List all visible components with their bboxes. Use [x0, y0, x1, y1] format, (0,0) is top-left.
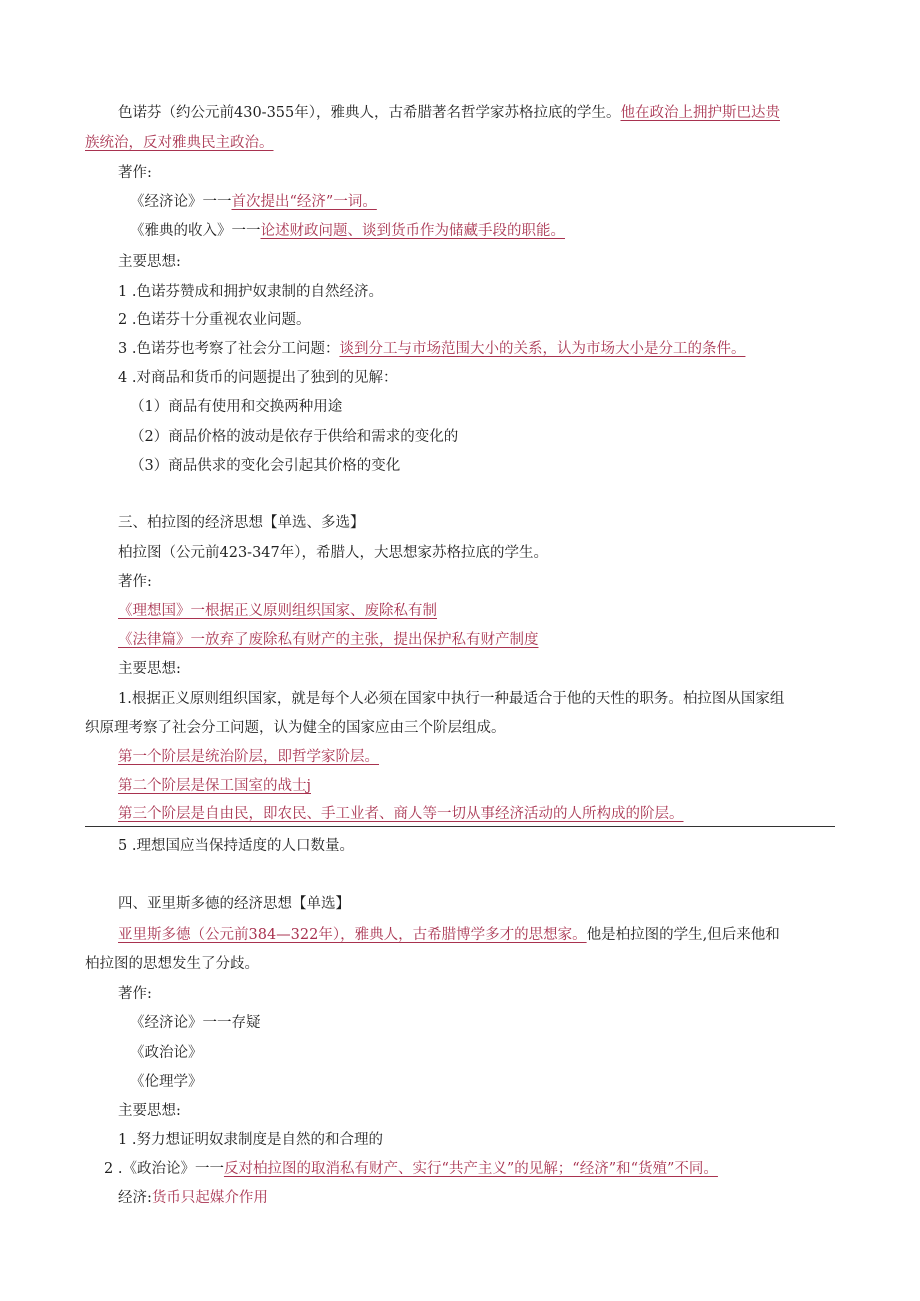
thought-item: 1.根据正义原则组织国家，就是每个人必须在国家中执行一种最适合于他的天性的职务。柏拉图从国家组 — [118, 691, 785, 707]
paragraph-xenophon-intro-cont: 族统治，反对雅典民主政治。 — [85, 135, 274, 151]
thoughts-label: 主要思想: — [118, 1103, 181, 1119]
work-item: 《理想国》一根据正义原则组织国家、废除私有制 — [118, 603, 437, 619]
thought-item: 5 .理想国应当保持适度的人口数量。 — [118, 838, 354, 854]
works-label: 著作: — [118, 986, 152, 1002]
class-item: 第三个阶层是自由民，即农民、手工业者、商人等一切从事经济活动的人所构成的阶层。 — [118, 806, 684, 822]
thought-item: 3 .色诺芬也考察了社会分工问题：谈到分工与市场范围大小的关系，认为市场大小是分工的条件。 — [118, 341, 746, 357]
work-item: 《政治论》 — [130, 1045, 203, 1061]
horizontal-divider — [85, 826, 835, 827]
work-item: 《雅典的收入》一一论述财政问题、谈到货币作为储藏手段的职能。 — [130, 223, 565, 239]
work-item: 《经济论》一一首次提出“经济”一词。 — [130, 194, 377, 210]
thought-item: 2 .《政治论》一一反对柏拉图的取消私有财产、实行“共产主义”的见解；“经济”和“货殖”不同。 — [104, 1161, 718, 1177]
thought-item: 1 .色诺芬赞成和拥护奴隶制的自然经济。 — [118, 284, 383, 300]
economy-item: 经济:货币只起媒介作用 — [118, 1190, 268, 1206]
paragraph-aristotle-intro: 亚里斯多德（公元前384—322年），雅典人，古希腊博学多才的思想家。他是柏拉图的学生,但后来他和 — [118, 927, 780, 943]
thoughts-label: 主要思想: — [118, 254, 181, 270]
works-label: 著作: — [118, 574, 152, 590]
thoughts-label: 主要思想: — [118, 661, 181, 677]
work-item: 《伦理学》 — [130, 1074, 203, 1090]
thought-item: 2 .色诺芬十分重视农业问题。 — [118, 312, 311, 328]
paragraph-xenophon-intro: 色诺芬（约公元前430-355年），雅典人，古希腊著名哲学家苏格拉底的学生。他在政治上拥护斯巴达贵 — [118, 105, 780, 121]
paragraph-aristotle-intro-cont: 柏拉图的思想发生了分歧。 — [85, 956, 259, 972]
section-heading-plato: 三、柏拉图的经济思想【单选、多选】 — [118, 515, 365, 531]
thought-item: 4 .对商品和货币的问题提出了独到的见解： — [118, 370, 398, 386]
class-item: 第一个阶层是统治阶层，即哲学家阶层。 — [118, 749, 379, 765]
sub-item: （2）商品价格的波动是依存于供给和需求的变化的 — [130, 429, 459, 445]
paragraph-plato-intro: 柏拉图（公元前423-347年），希腊人，大思想家苏格拉底的学生。 — [118, 545, 548, 561]
sub-item: （1）商品有使用和交换两种用途 — [130, 399, 343, 415]
works-label: 著作: — [118, 165, 152, 181]
sub-item: （3）商品供求的变化会引起其价格的变化 — [130, 458, 401, 474]
highlight-politics: 他在政治上拥护斯巴达贵 — [620, 105, 780, 121]
class-item: 第二个阶层是保工国室的战士j — [118, 778, 311, 794]
work-item: 《法律篇》一放弃了废除私有财产的主张，提出保护私有财产制度 — [118, 632, 539, 648]
section-heading-aristotle: 四、亚里斯多德的经济思想【单选】 — [118, 896, 350, 912]
thought-item: 1 .努力想证明奴隶制度是自然的和合理的 — [118, 1132, 383, 1148]
thought-item-cont: 织原理考察了社会分工问题，认为健全的国家应由三个阶层组成。 — [85, 720, 506, 736]
work-item: 《经济论》一一存疑 — [130, 1015, 261, 1031]
